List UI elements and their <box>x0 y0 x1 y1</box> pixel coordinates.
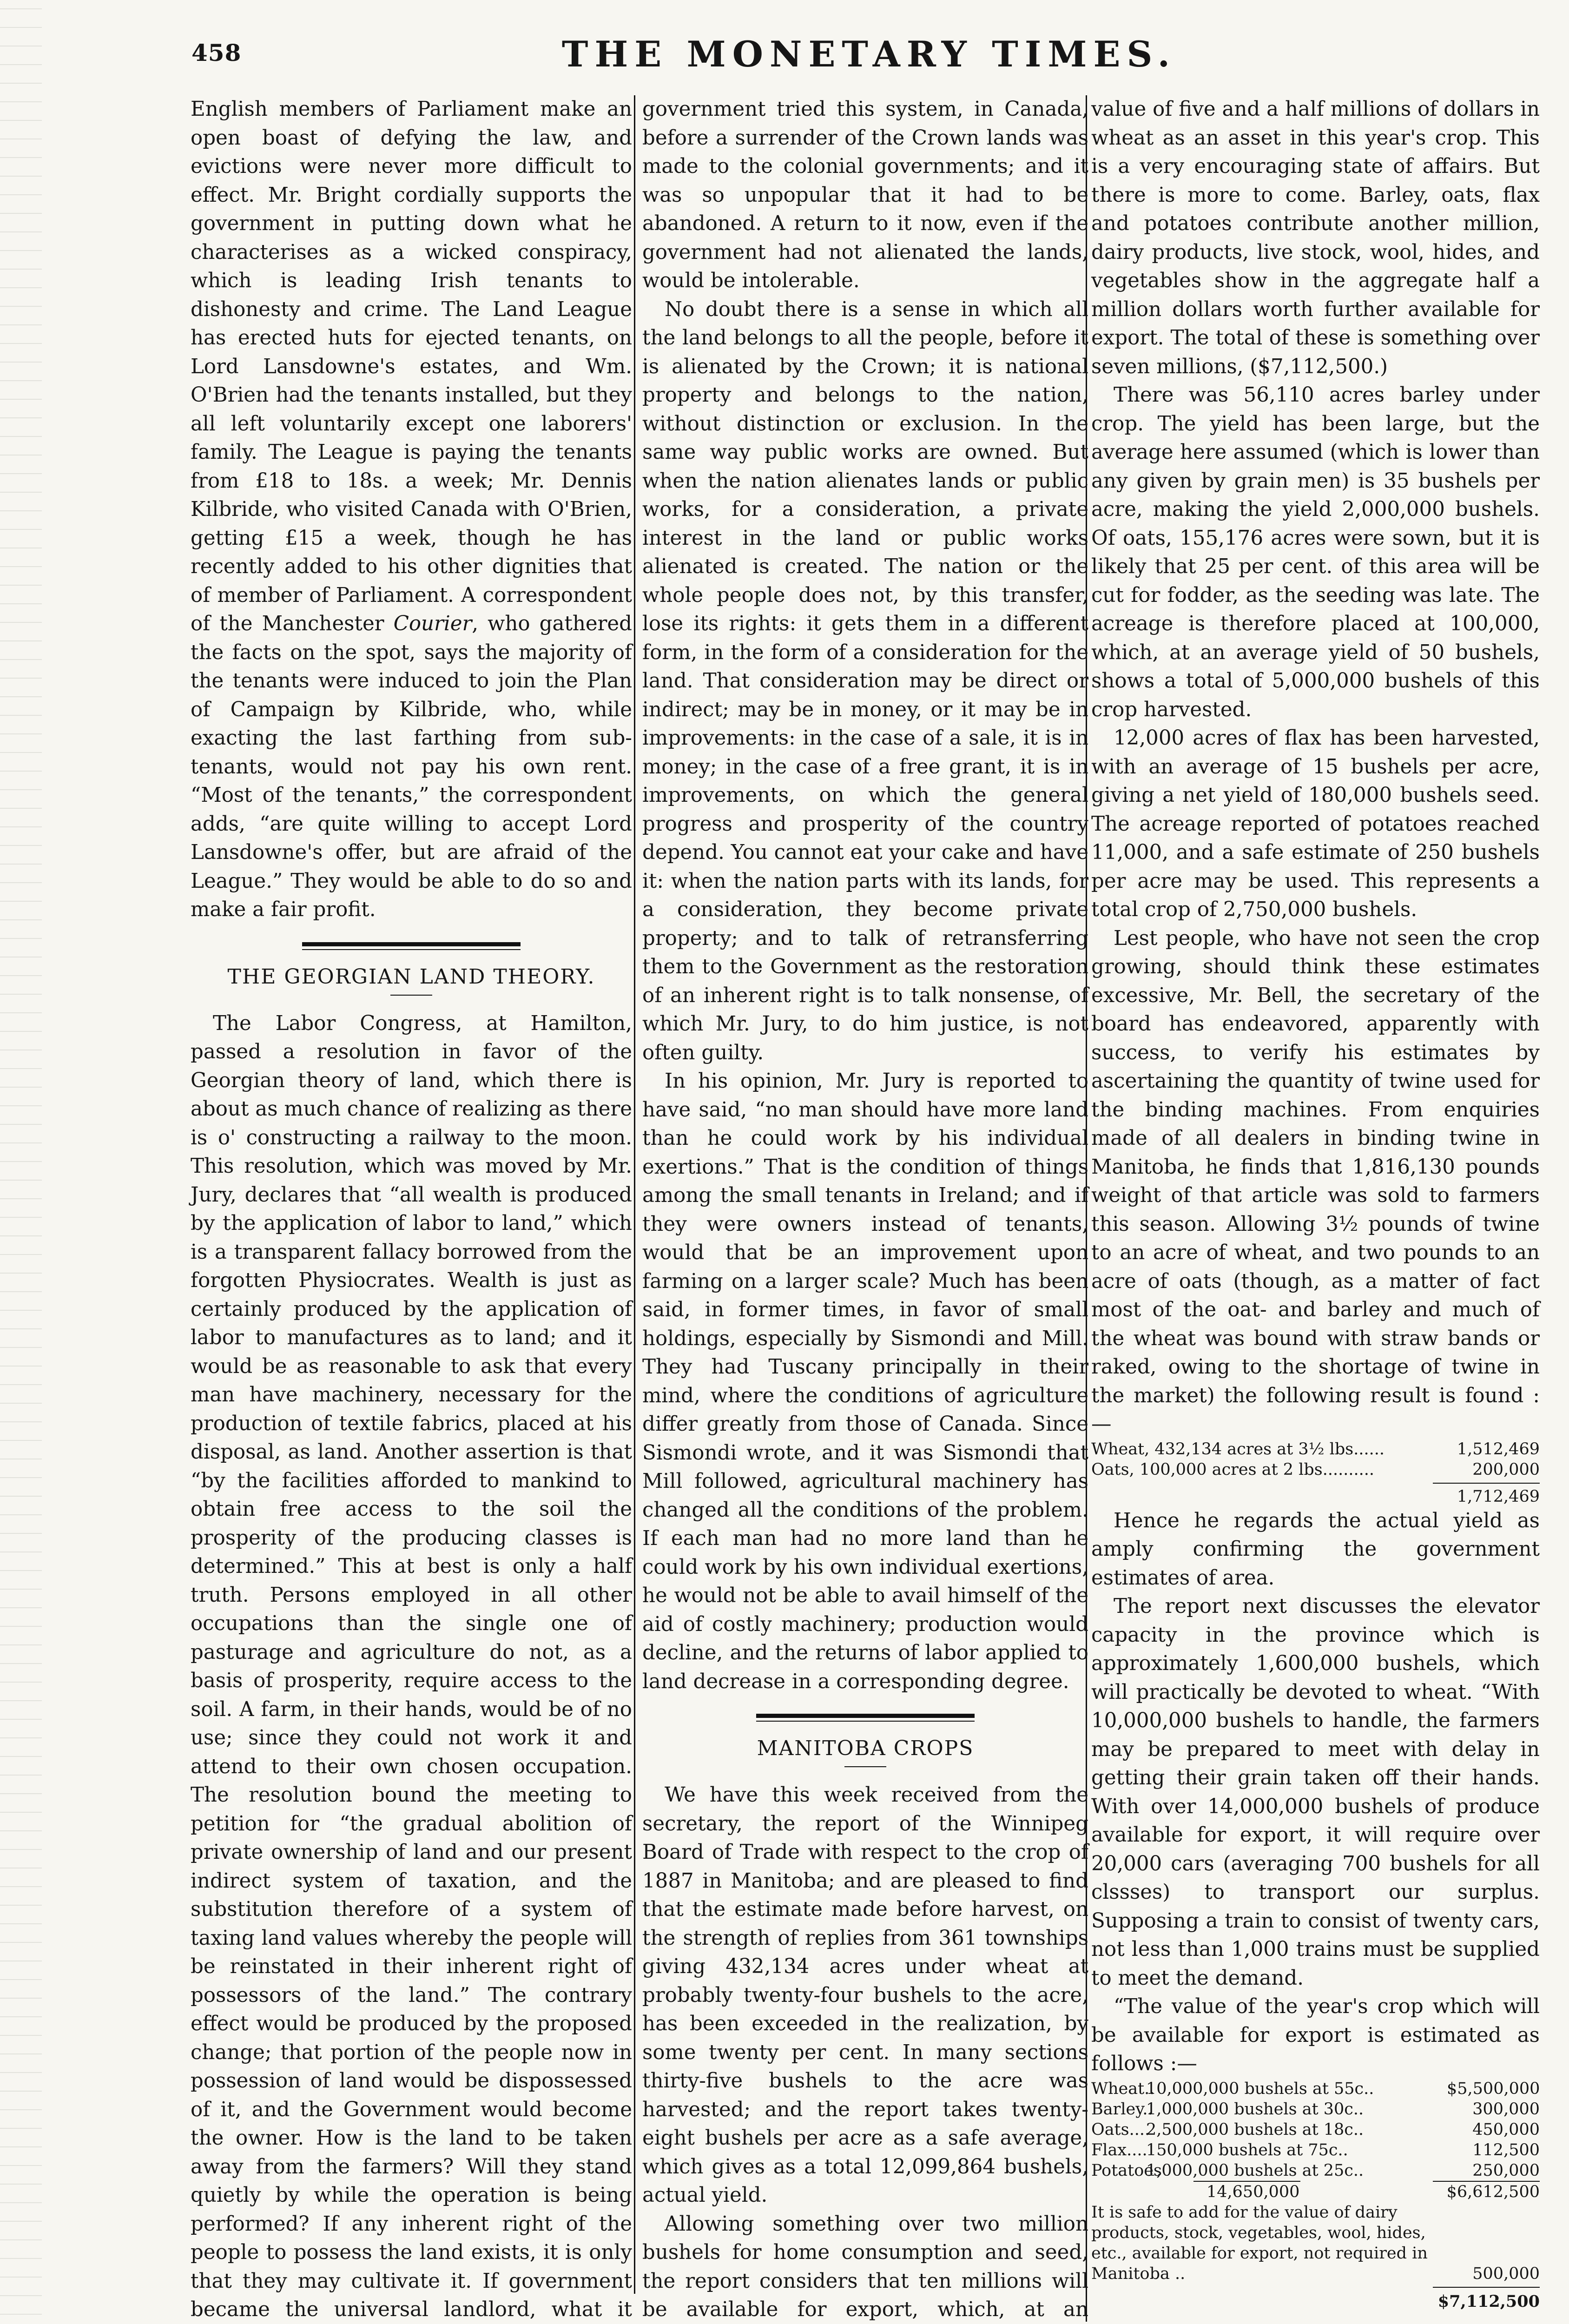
column-3 <box>1091 95 1540 2312</box>
col3-paragraph-2: There was 56,110 acres barley under crop. The yield has been large, but the average here assumed (which is lower than any given by grain men) is 35 bushels per acre, making the yield 2,000,000 bushels. Of oats, 155,176 acres were sown, but it is likely that 25 per cent. of this area will be cut for fodder, as the seeding was late. The acreage is therefore placed at 100,000, which, at an average yield of 50 bushels, shows a total of 5,000,000 bushels of this crop harvested. <box>1091 381 1540 724</box>
crop-value: 250,000 <box>1447 2160 1540 2181</box>
col2-paragraph-1: government tried this system, in Canada, before a surrender of the Crown lands was made to the colonial governments; and it was so unpopular that it had to be abandoned. A return to it now, even if the government had not alienated the lands, would be intolerable. <box>642 95 1088 296</box>
col3-paragraph-6: The report next discusses the elevator capacity in the province which is approximately 1,600,000 bushels, which will practically be devoted to wheat. “With 10,000,000 bushels to handle, the farmers may be prepared to meet with delay in getting their grain taken off their hands. With over 14,000,000 bushels of produce available for export, it will require over 20,000 cars (averaging 700 bushels for all clssses) to transport our surplus. Supposing a train to consist of twenty cars, not less than 1,000 trains must be supplied to meet the demand. <box>1091 1592 1540 1993</box>
crop-value: 300,000 <box>1447 2099 1540 2119</box>
crop-total-value: $6,612,500 <box>1447 2182 1540 2202</box>
newspaper-name-italic: Courier <box>394 612 472 635</box>
crop-name: Wheat.. <box>1091 2079 1146 2099</box>
crop-name: Potatoes <box>1091 2160 1146 2181</box>
masthead-title: THE MONETARY TIMES. <box>539 33 1199 75</box>
twine-row-value: 1,512,469 <box>1457 1439 1540 1459</box>
sum-rule <box>1433 2287 1540 2288</box>
crop-value-table <box>1091 2079 1540 2312</box>
col3-paragraph-7: “The value of the year's crop which will be available for export is estimated as follows :— <box>1091 1993 1540 2079</box>
heading-underline <box>390 995 432 996</box>
column-rule-1 <box>634 95 635 2294</box>
grand-total: $7,112,500 <box>1091 2291 1540 2312</box>
column-1 <box>191 95 632 2324</box>
col1-paragraph-1 <box>191 95 632 924</box>
twine-row-label: Oats, 100,000 acres at 2 lbs.......... <box>1091 1459 1374 1480</box>
crop-detail: 10,000,000 bushels at 55c.. <box>1146 2079 1447 2099</box>
table-row <box>1091 2160 1540 2181</box>
page-number: 458 <box>191 39 241 66</box>
col2-paragraph-4: We have this week received from the secretary, the report of the Winnipeg Board of Trade with respect to the crop of 1887 in Manitoba; and are pleased to find that the estimate made before harvest, on the strength of replies from 361 townships giving 432,134 acres under wheat at probably twenty-four bushels to the acre, has been exceeded in the realization, by some twenty per cent. In many sections thirty-five bushels to the acre was harvested; and the report takes twenty-eight bushels per acre as a safe average, which gives as a total 12,099,864 bushels, actual yield. <box>642 1781 1088 2210</box>
sum-rule <box>1433 1483 1540 1484</box>
crop-value: 112,500 <box>1447 2140 1540 2160</box>
additional-value-amount: 500,000 <box>1472 2264 1540 2284</box>
column-2 <box>642 95 1088 2324</box>
crop-totals-row <box>1091 2182 1540 2202</box>
col1-paragraph-2: The Labor Congress, at Hamilton, passed a resolution in favor of the Georgian theory of land, which there is about as much chance of realizing as there is o' constructing a railway to the moon. This resolution, which was moved by Mr. Jury, declares that “all wealth is produced by the application of labor to land,” which is a transparent fallacy borrowed from the forgotten Physiocrates. Wealth is just as certainly produced by the application of labor to manufactures as to land; and it would be as reasonable to ask that every man have machinery, necessary for the production of textile fabrics, placed at his disposal, as land. Another assertion is that “by the facilities afforded to mankind to obtain free access to the soil the prosperity of the producing classes is determined.” This at best is only a half truth. Persons employed in all other occupations than the single one of pasturage and agriculture do not, as a basis of prosperity, require access to the soil. A farm, in their hands, would be of no use; since they could not work it and attend to their own chosen occupation. The resolution bound the meeting to petition for “the gradual abolition of private ownership of land and our present indirect system of taxation, and the substitution therefore of a system of taxing land values whereby the people will be reinstated in their inherent right of possessors of the land.” The contrary effect would be produced by the proposed change; that portion of the people now in possession of land would be dispossessed of it, and the Government would become the owner. How is the land to be taken away from the farmers? Will they stand quietly by while the operation is being performed? If any inherent right of the people to possess the land exists, it is only that they may cultivate it. If government became the universal landlord, what it <box>191 1010 632 2324</box>
col3-paragraph-3: 12,000 acres of flax has been harvested, with an average of 15 bushels per acre, giving a net yield of 180,000 bushels seed. The acreage reported of potatoes reached 11,000, and a safe estimate of 250 bushels per acre may be used. This represents a total crop of 2,750,000 bushels. <box>1091 724 1540 924</box>
crop-detail: 1,000,000 bushels at 30c.. <box>1146 2099 1447 2119</box>
crop-detail: 2,500,000 bushels at 18c.. <box>1146 2119 1447 2140</box>
col1-p1-text: English members of Parliament make an open boast of defying the law, and evictions were never more difficult to effect. Mr. Bright cordially supports the government in putting down what he characterises as a wicked conspiracy, which is leading Irish tenants to dishonesty and crime. The Land League has erected huts for ejected tenants, on Lord Lansdowne's estates, and Wm. O'Brien had the tenants installed, but they all left voluntarily except one laborers' family. The League is paying the tenants from £18 to 18s. a week; Mr. Dennis Kilbride, who visited Canada with O'Brien, getting £15 a week, though he has recently added to his other dignities that of member of Parliament. A correspondent of the Manchester <box>191 98 632 635</box>
table-row <box>1091 2079 1540 2099</box>
additional-value-text: It is safe to add for the value of dairy products, stock, vegetables, wool, hides, etc., available for export, not required in Manitoba .. <box>1091 2202 1435 2284</box>
section-divider <box>756 1714 975 1722</box>
twine-row-value: 200,000 <box>1472 1459 1540 1480</box>
crop-name: Flax.... <box>1091 2140 1146 2160</box>
section-heading-georgian-land-theory: THE GEORGIAN LAND THEORY. <box>191 963 632 991</box>
crop-value: $5,500,000 <box>1447 2079 1540 2099</box>
table-row <box>1091 2099 1540 2119</box>
page-edge-binding-marks <box>0 0 42 2315</box>
table-row <box>1091 2140 1540 2160</box>
col1-p1-rest-text: , who gathered the facts on the spot, says the majority of the tenants were induced to join the Plan of Campaign by Kilbride, who, while exacting the last farthing from sub-tenants, would not pay his own rent. “Most of the tenants,” the correspondent adds, “are quite willing to accept Lord Lansdowne's offer, but are afraid of the League.” They would be able to do so and make a fair profit. <box>191 612 632 921</box>
table-row <box>1091 2119 1540 2140</box>
twine-table <box>1091 1439 1540 1507</box>
crop-detail: 150,000 bushels at 75c.. <box>1146 2140 1447 2160</box>
additional-value-row <box>1091 2202 1540 2284</box>
col2-paragraph-5: Allowing something over two million bushels for home consumption and seed, the report considers that ten millions will be available for export, which, at an <box>642 2210 1088 2324</box>
crop-detail: 1,000,000 bushels at 25c.. <box>1146 2160 1447 2181</box>
col2-paragraph-3: In his opinion, Mr. Jury is reported to have said, “no man should have more land than he could work by his individual exertions.” That is the condition of things among the small tenants in Ireland; and if they were owners instead of tenants, would that be an improvement upon farming on a larger scale? Much has been said, in former times, in favor of small holdings, especially by Sismondi and Mill. They had Tuscany principally in their mind, where the conditions of agriculture differ greatly from those of Canada. Since Sismondi wrote, and it was Sismondi that Mill followed, agricultural machinery has changed all the conditions of the problem. If each man had no more land than he could work by his own individual exertions, he would not be able to avail himself of the aid of costly machinery; production would decline, and the returns of labor applied to land decrease in a corresponding degree. <box>642 1067 1088 1696</box>
twine-total: 1,712,469 <box>1091 1486 1540 1507</box>
crop-total-bushels: 14,650,000 <box>1206 2182 1299 2202</box>
crop-name: Oats.... <box>1091 2119 1146 2140</box>
col3-paragraph-1: value of five and a half millions of dollars in wheat as an asset in this year's crop. This is a very encouraging state of affairs. But there is more to come. Barley, oats, flax and potatoes contribute another million, dairy products, live stock, wool, hides, and vegetables show in the aggregate half a million dollars worth further available for export. The total of these is something over seven millions, ($7,112,500.) <box>1091 95 1540 381</box>
heading-underline <box>844 1766 886 1767</box>
col3-paragraph-5: Hence he regards the actual yield as amply confirming the government estimates of area. <box>1091 1507 1540 1593</box>
section-heading-manitoba-crops: MANITOBA CROPS <box>642 1735 1088 1763</box>
crop-value: 450,000 <box>1447 2119 1540 2140</box>
section-divider <box>302 942 521 950</box>
twine-row-label: Wheat, 432,134 acres at 3½ lbs...... <box>1091 1439 1384 1459</box>
col2-paragraph-2: No doubt there is a sense in which all the land belongs to all the people, before it is alienated by the Crown; it is national property and belongs to the nation, without distinction or exclusion. In the same way public works are owned. But when the nation alienates lands or public works, for a consideration, a private interest in the land or public works alienated is created. The nation or the whole people does not, by this transfer, lose its rights: it gets them in a different form, in the form of a consideration for the land. That consideration may be direct or indirect; may be in money, or it may be in improvements: in the case of a sale, it is in money; in the case of a free grant, it is in improvements, on which the general progress and prosperity of the country depend. You cannot eat your cake and have it: when the nation parts with its lands, for a consideration, they become private property; and to talk of retransferring them to the Government as the restoration of an inherent right is to talk nonsense, of which Mr. Jury, to do him justice, is not often guilty. <box>642 296 1088 1068</box>
col3-paragraph-4: Lest people, who have not seen the crop growing, should think these estimates excessive, Mr. Bell, the secretary of the board has endeavored, apparently with success, to verify his estimates by ascertaining the quantity of twine used for the binding machines. From enquiries made of all dealers in binding twine in Manitoba, he finds that 1,816,130 pounds weight of that article was sold to farmers this season. Allowing 3½ pounds of twine to an acre of wheat, and two pounds to an acre of oats (though, as a matter of fact most of the oat- and barley and much of the wheat was bound with straw bands or raked, owing to the shortage of twine in the market) the following result is found :— <box>1091 924 1540 1439</box>
crop-name: Barley.. <box>1091 2099 1146 2119</box>
table-row <box>1091 1459 1540 1480</box>
table-row <box>1091 1439 1540 1459</box>
